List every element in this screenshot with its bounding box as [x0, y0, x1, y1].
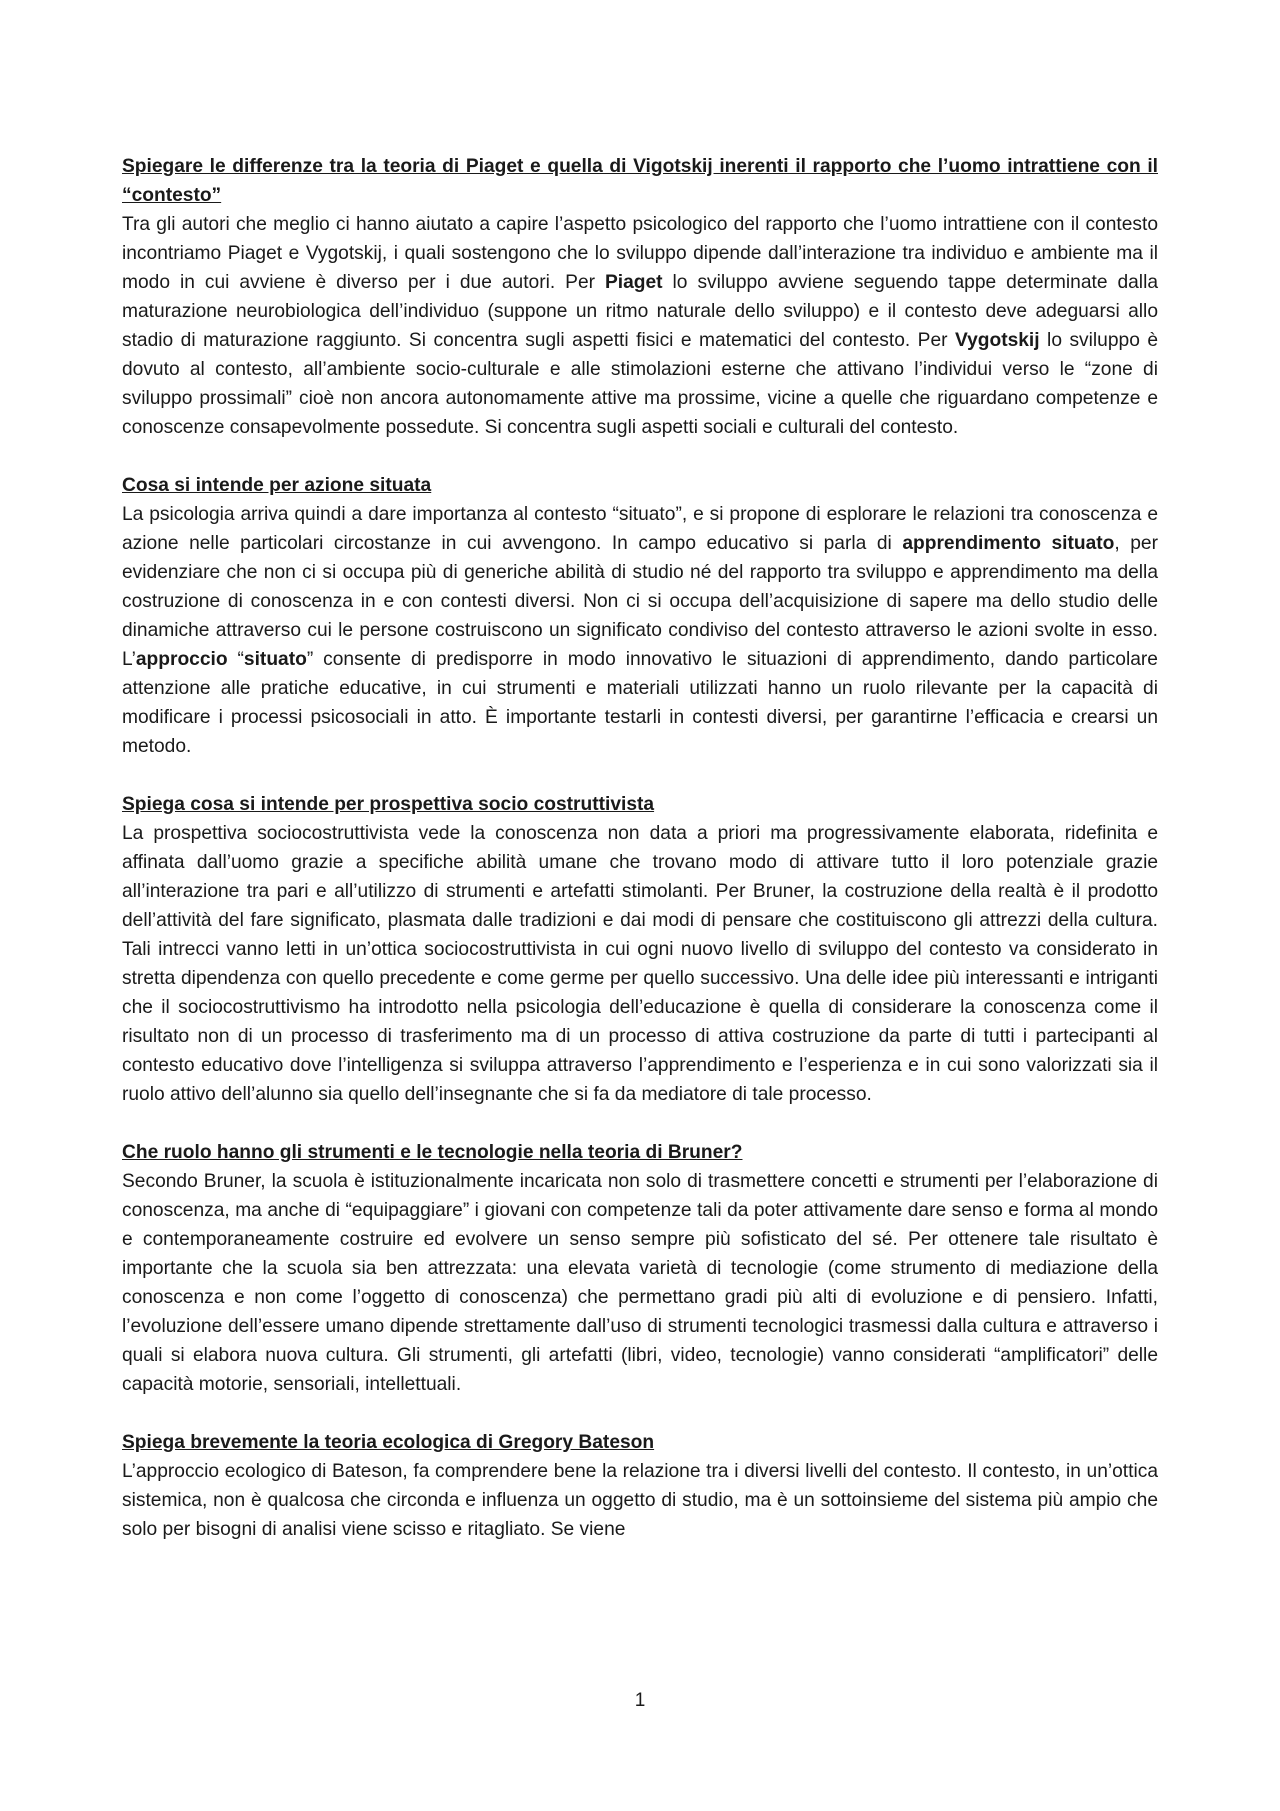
page-number: 1	[634, 1690, 646, 1711]
section-paragraph	[122, 210, 1158, 442]
bold-term-apprendimento-situato: apprendimento situato	[902, 533, 1115, 554]
section-heading: Spiegare le differenze tra la teoria di Piaget e quella di Vigotskij inerenti il rapporto che l’uomo intrattiene con il “contesto”	[122, 156, 1158, 206]
section-heading: Spiega brevemente la teoria ecologica di Gregory Bateson	[122, 1432, 655, 1453]
section-paragraph	[122, 1167, 1158, 1399]
text-run: lo sviluppo avviene seguendo tappe determinate dalla maturazione neurobiologica dell’individuo (suppone un ritmo naturale dello sviluppo) e il contesto deve adeguarsi allo stadio di maturazione raggiunto. Si concentra sugli aspetti fisici e matematici del contesto. Per	[122, 272, 1158, 351]
section-heading: Che ruolo hanno gli strumenti e le tecnologie nella teoria di Bruner?	[122, 1142, 743, 1163]
section-bruner	[122, 1138, 1158, 1399]
text-run: L’approccio ecologico di Bateson, fa comprendere bene la relazione tra i diversi livelli del contesto. Il contesto, in un’ottica sistemica, non è qualcosa che circonda e influenza un oggetto di studio, ma è un sottoinsieme del sistema più ampio che solo per bisogni di analisi viene scisso e ritagliato. Se viene	[122, 1461, 1158, 1540]
bold-term-piaget: Piaget	[604, 272, 663, 293]
text-run: , per evidenziare che non ci si occupa più di generiche abilità di studio né del rapporto tra sviluppo e apprendimento ma della costruzione di conoscenza in e con contesti diversi. Non ci si occupa dell’acquisizione di sapere ma dello studio delle dinamiche attraverso cui le persone costruiscono un significato condiviso del contesto attraverso le azioni svolte in esso. L’	[122, 533, 1158, 670]
text-run: Secondo Bruner, la scuola è istituzionalmente incaricata non solo di trasmettere concetti e strumenti per l’elaborazione di conoscenza, ma anche di “equipaggiare” i giovani con competenze tali da poter attivamente dare senso e forma al mondo e contemporaneamente costruire ed evolvere un senso sempre più sofisticato del sé. Per ottenere tale risultato è importante che la scuola sia ben attrezzata: una elevata varietà di tecnologie (come strumento di mediazione della conoscenza e non come l’oggetto di conoscenza) che permettano gradi più alti di evoluzione e di pensiero. Infatti, l’evoluzione dell’essere umano dipende strettamente dall’uso di strumenti tecnologici trasmessi dalla cultura e attraverso i quali si elabora nuova cultura. Gli strumenti, gli artefatti (libri, video, tecnologie) vanno considerati “amplificatori” delle capacità motorie, sensoriali, intellettuali.	[122, 1171, 1158, 1395]
text-run: Tra gli autori che meglio ci hanno aiutato a capire l’aspetto psicologico del rapporto che l’uomo intrattiene con il contesto incontriamo Piaget e Vygotskij, i quali sostengono che lo sviluppo dipende dall’interazione tra individuo e ambiente ma il modo in cui avviene è diverso per i due autori. Per	[122, 214, 1158, 293]
bold-term-situato: situato	[243, 649, 307, 670]
text-run: “	[227, 649, 244, 670]
section-paragraph	[122, 500, 1158, 761]
section-heading: Spiega cosa si intende per prospettiva socio costruttivista	[122, 794, 655, 815]
section-heading: Cosa si intende per azione situata	[122, 475, 432, 496]
text-run: ” consente di predisporre in modo innovativo le situazioni di apprendimento, dando particolare attenzione alle pratiche educative, in cui strumenti e materiali utilizzati hanno un ruolo rilevante per la capacità di modificare i processi psicosociali in atto. È importante testarli in contesti diversi, per garantirne l’efficacia e crearsi un metodo.	[122, 649, 1158, 757]
document-page	[122, 152, 1158, 1573]
section-azione-situata	[122, 471, 1158, 761]
text-run: lo sviluppo è dovuto al contesto, all’ambiente socio-culturale e alle stimolazioni esterne che attivano l’individui verso le “zone di sviluppo prossimali” cioè non ancora autonomamente attive ma prossime, vicine a quelle che riguardano competenze e conoscenze consapevolmente possedute. Si concentra sugli aspetti sociali e culturali del contesto.	[122, 330, 1158, 438]
section-bateson	[122, 1428, 1158, 1544]
section-socio-costruttivista	[122, 790, 1158, 1109]
bold-term-vygotskij: Vygotskij	[955, 330, 1040, 351]
section-piaget-vygotskij	[122, 152, 1158, 442]
text-run: La psicologia arriva quindi a dare importanza al contesto “situato”, e si propone di esplorare le relazioni tra conoscenza e azione nelle particolari circostanze in cui avvengono. In campo educativo si parla di	[122, 504, 1158, 554]
section-paragraph	[122, 819, 1158, 1109]
text-run: La prospettiva sociocostruttivista vede la conoscenza non data a priori ma progressivamente elaborata, ridefinita e affinata dall’uomo grazie a specifiche abilità umane che trovano modo di attivare tutto il loro potenziale grazie all’interazione tra pari e all’utilizzo di strumenti e artefatti stimolanti. Per Bruner, la costruzione della realtà è il prodotto dell’attività del fare significato, plasmata dalle tradizioni e dai modi di pensare che costituiscono gli attrezzi della cultura. Tali intrecci vanno letti in un’ottica sociocostruttivista in cui ogni nuovo livello di sviluppo del contesto va considerato in stretta dipendenza con quello precedente e come germe per quello successivo. Una delle idee più interessanti e intriganti che il sociocostruttivismo ha introdotto nella psicologia dell’educazione è quella di considerare la conoscenza come il risultato non di un processo di trasferimento ma di un processo di attiva costruzione da parte di tutti i partecipanti al contesto educativo dove l’intelligenza si sviluppa attraverso l’apprendimento e l’esperienza e in cui sono valorizzati sia il ruolo attivo dell’alunno sia quello dell’insegnante che si fa da mediatore di tale processo.	[122, 823, 1158, 1105]
section-paragraph	[122, 1457, 1158, 1544]
bold-term-approccio: approccio	[135, 649, 228, 670]
